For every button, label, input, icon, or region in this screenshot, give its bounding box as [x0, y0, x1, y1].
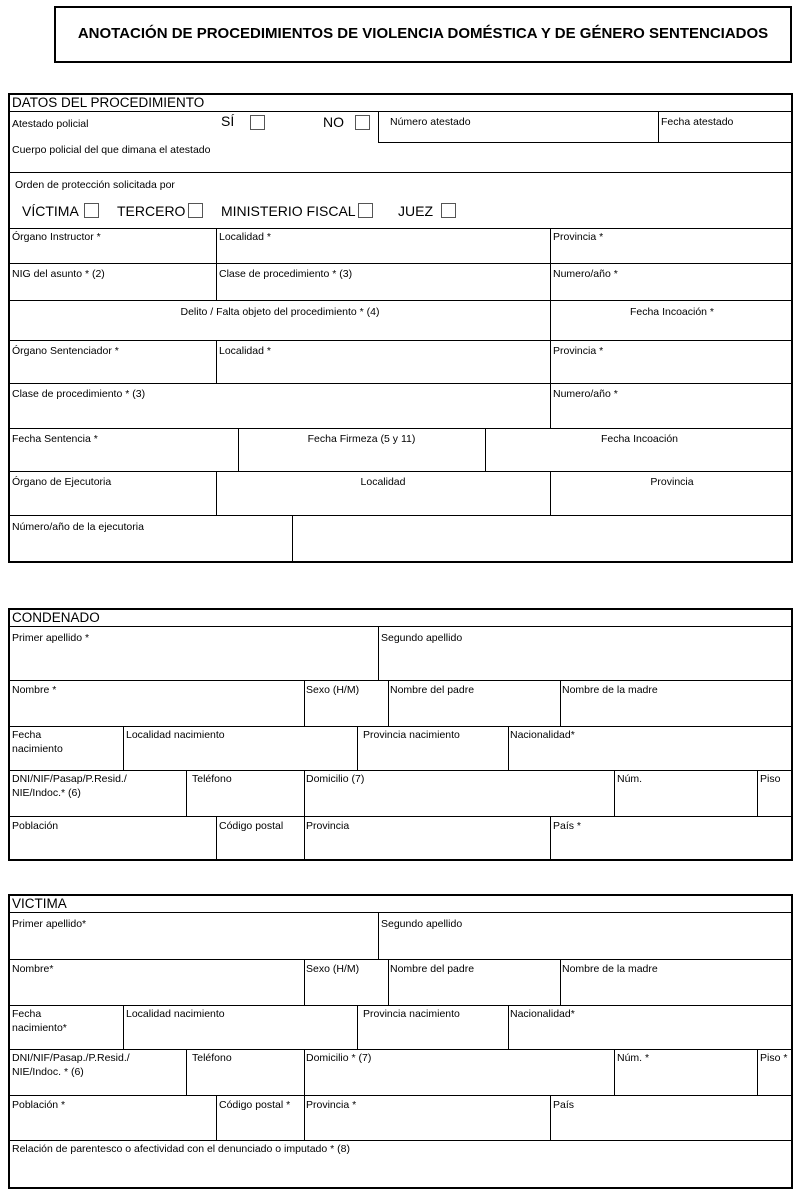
condenado-num-field[interactable]: Núm.	[617, 773, 643, 785]
form-title: ANOTACIÓN DE PROCEDIMIENTOS DE VIOLENCIA DOMÉSTICA Y DE GÉNERO SENTENCIADOS	[77, 25, 769, 42]
clase-procedimiento-2-field[interactable]: Clase de procedimiento * (3)	[12, 388, 146, 400]
numero-anio-2-field[interactable]: Numero/año *	[553, 388, 618, 400]
victima-nacionalidad-field[interactable]: Nacionalidad*	[510, 1008, 575, 1020]
fecha-firmeza-field[interactable]: Fecha Firmeza (5 y 11)	[307, 433, 416, 445]
numero-atestado-field[interactable]: Número atestado	[390, 116, 471, 128]
condenado-fecha-nac-label-1: Fecha	[12, 729, 42, 741]
condenado-telefono-field[interactable]: Teléfono	[192, 773, 232, 785]
section-procedimiento	[8, 93, 793, 563]
localidad-ejecutoria-field[interactable]: Localidad	[360, 476, 406, 488]
victima-dni-label-2: NIE/Indoc. * (6)	[12, 1066, 84, 1078]
orden-proteccion-label: Orden de protección solicitada por	[15, 179, 175, 191]
victima-nombre-padre-field[interactable]: Nombre del padre	[390, 963, 475, 975]
condenado-dni-label-1: DNI/NIF/Pasap/P.Resid./	[12, 773, 127, 785]
condenado-localidad-nac-field[interactable]: Localidad nacimiento	[126, 729, 225, 741]
fecha-incoacion-req-field[interactable]: Fecha Incoación *	[629, 306, 715, 318]
section-heading: CONDENADO	[12, 610, 100, 625]
tercero-option-label: TERCERO	[117, 203, 186, 219]
provincia-instructor-field[interactable]: Provincia *	[553, 231, 604, 243]
victima-dni-label-1: DNI/NIF/Pasap./P.Resid./	[12, 1052, 130, 1064]
victima-fecha-nac-label-1: Fecha	[12, 1008, 42, 1020]
nig-field[interactable]: NIG del asunto * (2)	[12, 268, 105, 280]
victima-provincia-field[interactable]: Provincia *	[306, 1099, 357, 1111]
cuerpo-policial-field[interactable]: Cuerpo policial del que dimana el atestado	[12, 144, 211, 156]
victima-nombre-madre-field[interactable]: Nombre de la madre	[562, 963, 658, 975]
fecha-sentencia-field[interactable]: Fecha Sentencia *	[12, 433, 98, 445]
victima-codigo-postal-field[interactable]: Código postal *	[219, 1099, 291, 1111]
condenado-pais-field[interactable]: País *	[553, 820, 582, 832]
victima-nombre-field[interactable]: Nombre*	[12, 963, 54, 975]
atestado-si-checkbox[interactable]	[250, 115, 265, 130]
victima-sexo-field[interactable]: Sexo (H/M)	[306, 963, 360, 975]
provincia-sentenciador-field[interactable]: Provincia *	[553, 345, 604, 357]
localidad-sentenciador-field[interactable]: Localidad *	[219, 345, 271, 357]
section-victima	[8, 894, 793, 1189]
tercero-checkbox[interactable]	[188, 203, 203, 218]
victima-poblacion-field[interactable]: Población *	[12, 1099, 66, 1111]
fecha-incoacion-field[interactable]: Fecha Incoación	[600, 433, 679, 445]
condenado-codigo-postal-field[interactable]: Código postal	[219, 820, 284, 832]
form-title-box	[54, 6, 792, 63]
condenado-provincia-field[interactable]: Provincia	[306, 820, 350, 832]
condenado-nombre-field[interactable]: Nombre *	[12, 684, 57, 696]
section-condenado	[8, 608, 793, 861]
condenado-sexo-field[interactable]: Sexo (H/M)	[306, 684, 360, 696]
victima-relacion-field[interactable]: Relación de parentesco o afectividad con el denunciado o imputado * (8)	[12, 1143, 350, 1155]
victima-piso-field[interactable]: Piso *	[760, 1052, 788, 1064]
victima-localidad-nac-field[interactable]: Localidad nacimiento	[126, 1008, 225, 1020]
section-heading: VICTIMA	[12, 896, 67, 911]
victima-segundo-apellido-field[interactable]: Segundo apellido	[381, 918, 463, 930]
condenado-nacionalidad-field[interactable]: Nacionalidad*	[510, 729, 575, 741]
victima-fecha-nac-label-2: nacimiento*	[12, 1022, 67, 1034]
atestado-policial-label: Atestado policial	[12, 118, 89, 130]
victima-pais-field[interactable]: País	[553, 1099, 575, 1111]
condenado-nombre-madre-field[interactable]: Nombre de la madre	[562, 684, 658, 696]
numero-ejecutoria-field[interactable]: Número/año de la ejecutoria	[12, 521, 144, 533]
numero-anio-field[interactable]: Numero/año *	[553, 268, 618, 280]
clase-procedimiento-field[interactable]: Clase de procedimiento * (3)	[219, 268, 353, 280]
organo-ejecutoria-field[interactable]: Órgano de Ejecutoria	[12, 476, 112, 488]
condenado-nombre-padre-field[interactable]: Nombre del padre	[390, 684, 475, 696]
organo-sentenciador-field[interactable]: Órgano Sentenciador *	[12, 345, 119, 357]
condenado-poblacion-field[interactable]: Población	[12, 820, 59, 832]
condenado-dni-label-2: NIE/Indoc.* (6)	[12, 787, 81, 799]
victima-provincia-nac-field[interactable]: Provincia nacimiento	[363, 1008, 460, 1020]
victima-checkbox[interactable]	[84, 203, 99, 218]
ministerio-fiscal-checkbox[interactable]	[358, 203, 373, 218]
condenado-primer-apellido-field[interactable]: Primer apellido *	[12, 632, 90, 644]
atestado-no-checkbox[interactable]	[355, 115, 370, 130]
delito-field[interactable]: Delito / Falta objeto del procedimiento * (4)	[180, 306, 380, 318]
victima-num-field[interactable]: Núm. *	[617, 1052, 650, 1064]
juez-label: JUEZ	[398, 203, 433, 219]
condenado-segundo-apellido-field[interactable]: Segundo apellido	[381, 632, 463, 644]
juez-checkbox[interactable]	[441, 203, 456, 218]
fecha-atestado-field[interactable]: Fecha atestado	[661, 116, 734, 128]
victima-primer-apellido-field[interactable]: Primer apellido*	[12, 918, 87, 930]
condenado-provincia-nac-field[interactable]: Provincia nacimiento	[363, 729, 460, 741]
section-heading: DATOS DEL PROCEDIMIENTO	[12, 95, 205, 110]
ministerio-fiscal-label: MINISTERIO FISCAL	[221, 203, 356, 219]
condenado-piso-field[interactable]: Piso	[760, 773, 781, 785]
condenado-fecha-nac-label-2: nacimiento	[12, 743, 63, 755]
condenado-domicilio-field[interactable]: Domicilio (7)	[306, 773, 365, 785]
victima-option-label: VÍCTIMA	[22, 203, 79, 219]
si-label: SÍ	[221, 113, 235, 129]
victima-domicilio-field[interactable]: Domicilio * (7)	[306, 1052, 372, 1064]
provincia-ejecutoria-field[interactable]: Provincia	[650, 476, 694, 488]
no-label: NO	[323, 114, 344, 130]
organo-instructor-field[interactable]: Órgano Instructor *	[12, 231, 101, 243]
victima-telefono-field[interactable]: Teléfono	[192, 1052, 232, 1064]
localidad-instructor-field[interactable]: Localidad *	[219, 231, 271, 243]
